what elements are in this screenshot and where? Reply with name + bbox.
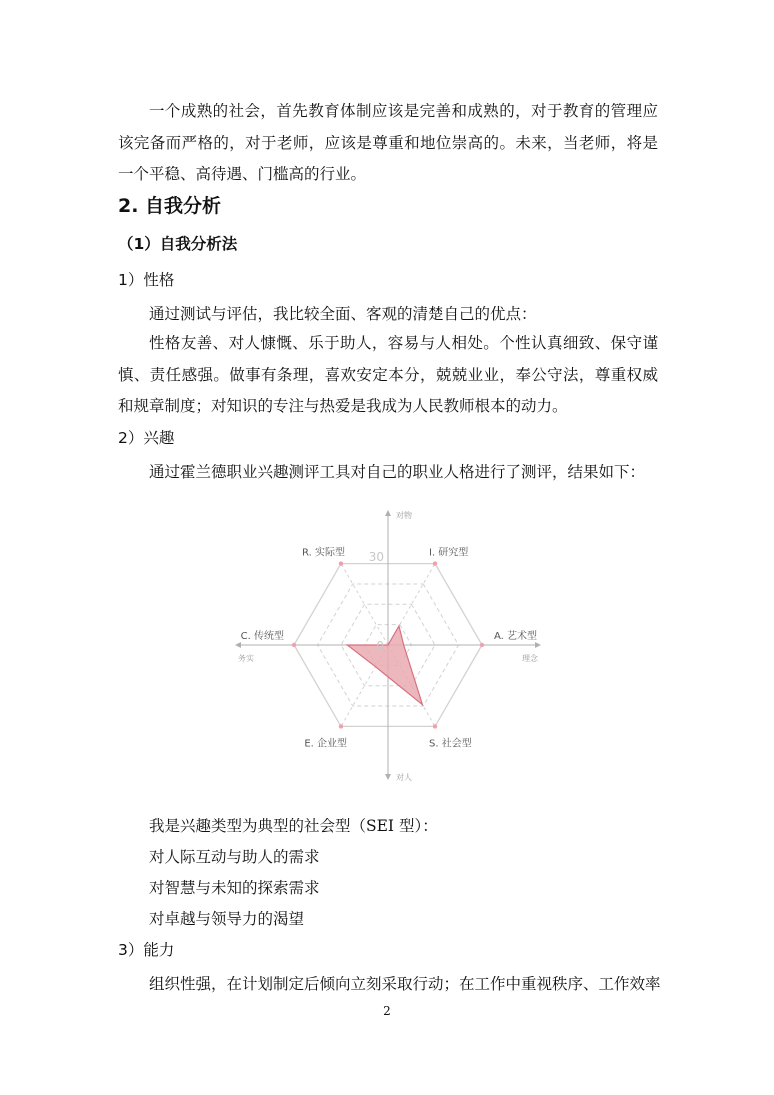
interest-heading: 2）兴趣 <box>118 429 175 447</box>
interest-item: 对卓越与领导力的渴望 <box>149 910 305 928</box>
interest-result: 我是兴趣类型为典型的社会型（SEI 型）： <box>149 817 438 835</box>
section-title: 2. 自我分析 <box>118 195 222 217</box>
radar-category-label: R. 实际型 <box>302 547 345 559</box>
axis-label-right: 理念 <box>522 654 538 663</box>
axis-label-top: 对物 <box>396 511 412 520</box>
radar-scale-max: 30 <box>368 550 384 564</box>
personality-paragraph: 性格友善、对人慷慨、乐于助人，容易与人相处。个性认真细致、保守谨慎、责任感强。做事有条理，喜欢安定本分，兢兢业业，奉公守法，尊重权威和规章制度；对知识的专注与热爱是我成为人民教师根本的动力。 <box>118 334 658 415</box>
page-number: 2 <box>383 1004 391 1018</box>
radar-vertex-dot <box>339 724 343 728</box>
interest-item: 对人际互动与助人的需求 <box>149 848 320 866</box>
radar-category-label: C. 传统型 <box>240 631 284 642</box>
axis-label-bottom: 对人 <box>396 773 412 782</box>
intro-paragraph: 一个成熟的社会，首先教育体制应该是完善和成熟的，对于教育的管理应该完备而严格的，对于老师，应该是尊重和地位崇高的。未来，当老师，将是一个平稳、高待遇、门槛高的行业。 <box>118 102 658 183</box>
subsection-title: （1）自我分析法 <box>118 235 238 253</box>
radar-category-label: S. 社会型 <box>429 738 472 750</box>
interest-intro: 通过霍兰德职业兴趣测评工具对自己的职业人格进行了测评，结果如下： <box>149 463 646 481</box>
personality-intro: 通过测试与评估，我比较全面、客观的清楚自己的优点： <box>149 305 537 323</box>
radar-category-label: I. 研究型 <box>429 547 469 559</box>
radar-category-label: A. 艺术型 <box>494 631 538 642</box>
radar-vertex-dot <box>433 724 437 728</box>
radar-vertex-dot <box>292 643 296 647</box>
radar-vertex-dot <box>480 643 484 647</box>
radar-vertex-dot <box>433 561 437 565</box>
radar-category-label: E. 企业型 <box>304 738 347 750</box>
ability-heading: 3）能力 <box>118 941 175 959</box>
holland-radar-chart <box>230 505 548 785</box>
personality-heading: 1）性格 <box>118 271 175 289</box>
axis-label-left: 务实 <box>238 654 254 663</box>
ability-intro: 组织性强，在计划制定后倾向立刻采取行动；在工作中重视秩序、工作效率 <box>149 975 661 993</box>
radar-data-polygon <box>347 626 422 705</box>
radar-vertex-dot <box>339 561 343 565</box>
interest-item: 对智慧与未知的探索需求 <box>149 879 320 897</box>
radar-scale-min: 0 <box>376 639 384 653</box>
